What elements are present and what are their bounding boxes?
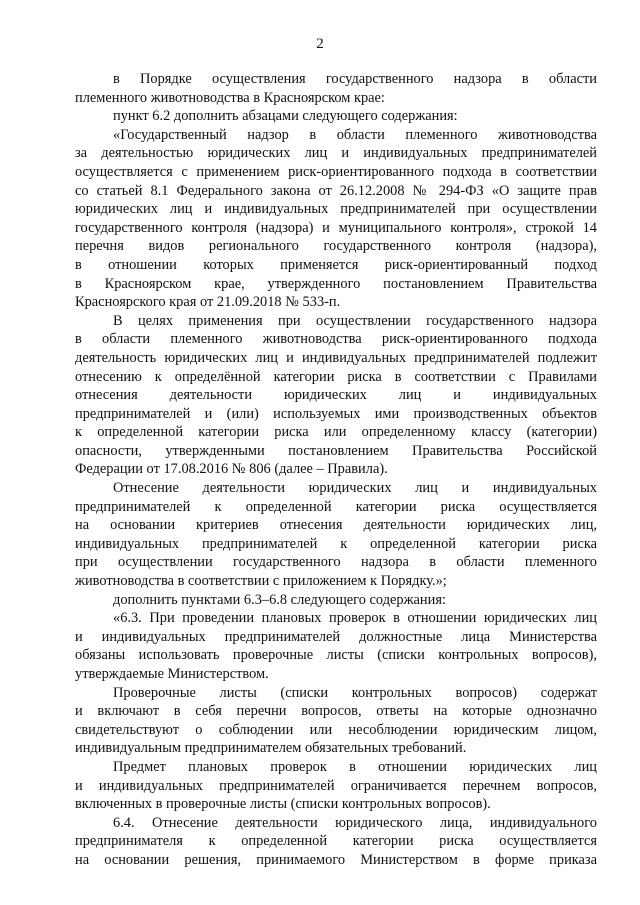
text-line: отнесения деятельности юридических лиц и индивидуальных	[75, 387, 597, 404]
text-line: предпринимателей к определенной категории риска осуществляется	[75, 498, 597, 515]
text-line: опасности, утвержденными постановлением Правительства Российской	[75, 442, 597, 459]
text-line: со статьей 8.1 Федерального закона от 26.12.2008 № 294-ФЗ «О защите прав	[75, 182, 597, 199]
text-line: животноводства в соответствии с приложением к Порядку.»;	[75, 573, 447, 590]
text-line: в Красноярском крае, утвержденного постановлением Правительства	[75, 275, 597, 292]
text-line: в области племенного животноводства риск-ориентированного подхода	[75, 331, 597, 348]
text-line: и индивидуальных предпринимателей должностные лица Министерства	[75, 628, 597, 645]
text-line: и индивидуальных предпринимателей ограничивается перечнем вопросов,	[75, 777, 597, 794]
text-line: В целях применения при осуществлении государственного надзора	[113, 312, 597, 329]
paragraph	[75, 312, 597, 479]
text-line: предпринимателей и (или) используемых ими производственных объектов	[75, 405, 597, 422]
paragraph	[75, 126, 597, 312]
text-line: включенных в проверочные листы (списки контрольных вопросов).	[75, 796, 491, 813]
text-line: на основании критериев отнесения деятельности юридических лиц,	[75, 517, 597, 534]
text-line: утверждаемые Министерством.	[75, 666, 269, 682]
text-line: пункт 6.2 дополнить абзацами следующего содержания:	[113, 108, 458, 125]
text-line: деятельность юридических лиц и индивидуальных предпринимателей подлежит	[75, 349, 597, 366]
text-line: Федерации от 17.08.2016 № 806 (далее – Правила).	[75, 461, 388, 478]
text-line: при осуществлении государственного надзора в области племенного	[75, 554, 597, 571]
text-line: на основании решения, принимаемого Министерством в форме приказа	[75, 851, 597, 868]
text-line: дополнить пунктами 6.3–6.8 следующего содержания:	[113, 591, 446, 608]
text-line: предпринимателя к определенной категории риска осуществляется	[75, 833, 597, 850]
paragraph	[75, 107, 597, 126]
text-line: и включают в себя перечни вопросов, ответы на которые однозначно	[75, 703, 597, 720]
text-line: «6.3. При проведении плановых проверок в отношении юридических лиц	[113, 610, 597, 627]
text-line: в отношении которых применяется риск-ориентированный подход	[75, 256, 597, 273]
text-line: «Государственный надзор в области племенного животноводства	[113, 126, 597, 143]
text-line: индивидуальным предпринимателем обязательных требований.	[75, 740, 467, 757]
paragraph	[75, 758, 597, 814]
text-line: племенного животноводства в Красноярском крае:	[75, 89, 385, 106]
text-line: Красноярского края от 21.09.2018 № 533-п.	[75, 294, 341, 311]
text-line: обязаны использовать проверочные листы (списки контрольных вопросов),	[75, 647, 597, 664]
text-line: осуществляется с применением риск-ориентированного подхода в соответствии	[75, 163, 597, 180]
text-line: Отнесение деятельности юридических лиц и индивидуальных	[113, 480, 597, 497]
text-line: Предмет плановых проверок в отношении юридических лиц	[113, 758, 597, 775]
text-line: к определенной категории риска или определенному классу (категории)	[75, 424, 597, 441]
paragraph	[75, 684, 597, 758]
page-number: 2	[316, 36, 324, 52]
paragraph	[75, 479, 597, 591]
text-line: в Порядке осуществления государственного надзора в области	[113, 71, 597, 87]
paragraph	[75, 814, 597, 870]
text-line: отнесению к определённой категории риска в соответствии с Правилами	[75, 368, 597, 385]
document-body	[75, 70, 597, 870]
text-line: государственного контроля (надзора) и муниципального контроля», строкой 14	[75, 219, 597, 236]
text-line: 6.4. Отнесение деятельности юридического лица, индивидуального	[113, 814, 597, 831]
text-line: индивидуальных предпринимателей к определенной категории риска	[75, 535, 597, 552]
text-line: за деятельностью юридических лиц и индивидуальных предпринимателей	[75, 145, 597, 162]
text-line: Проверочные листы (списки контрольных вопросов) содержат	[113, 684, 597, 701]
text-line: перечня видов регионального государственного контроля (надзора),	[75, 238, 597, 255]
text-line: юридических лиц и индивидуальных предпринимателей при осуществлении	[75, 201, 597, 218]
paragraph	[75, 70, 597, 107]
text-line: свидетельствуют о соблюдении или несоблюдении юридическим лицом,	[75, 721, 597, 738]
paragraph	[75, 591, 597, 610]
paragraph	[75, 609, 597, 683]
